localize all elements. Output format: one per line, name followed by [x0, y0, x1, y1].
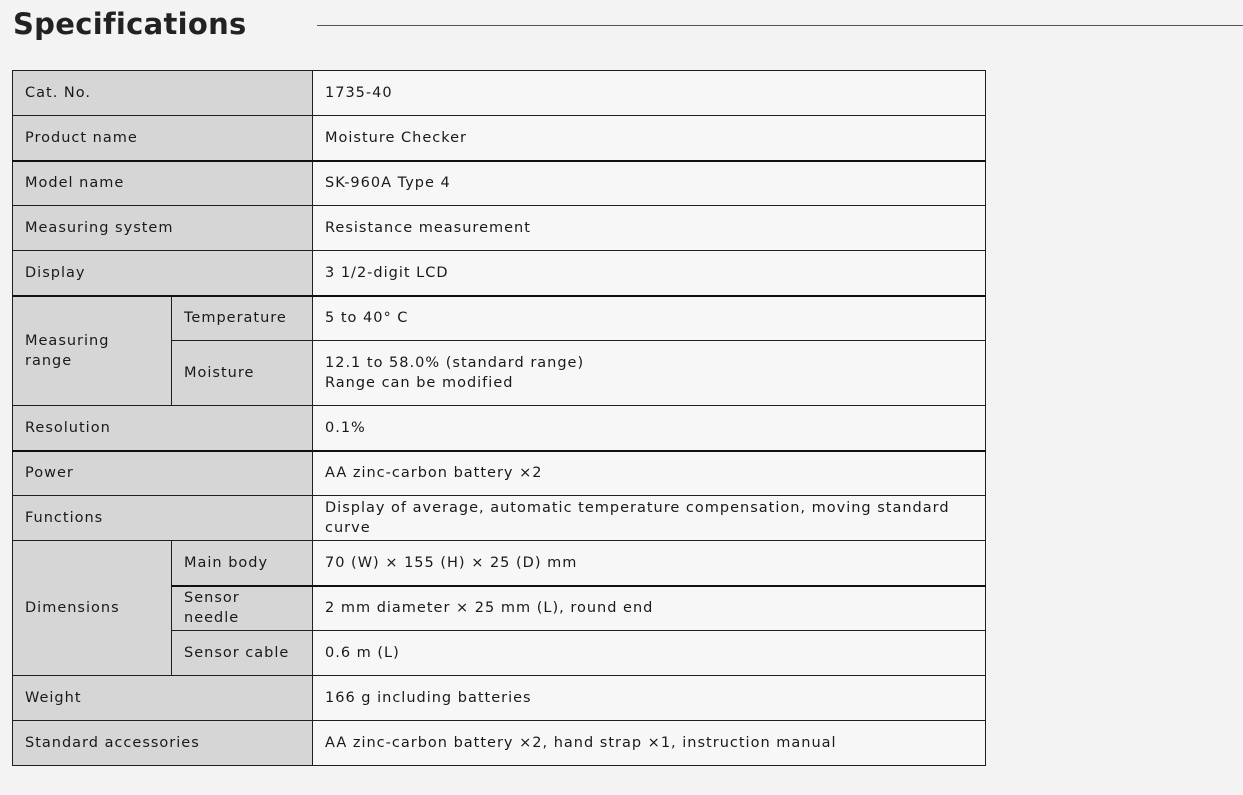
table-row — [13, 161, 986, 206]
row-sublabel-main-body: Main body — [172, 541, 313, 586]
table-row — [13, 71, 986, 116]
row-value-moisture — [313, 341, 986, 406]
row-sublabel-sensor-needle: Sensor needle — [172, 586, 313, 631]
row-value-cat-no: 1735-40 — [313, 71, 986, 116]
row-label-cat-no: Cat. No. — [13, 71, 313, 116]
row-label-product-name: Product name — [13, 116, 313, 161]
row-value-temperature: 5 to 40° C — [313, 296, 986, 341]
table-row — [13, 116, 986, 161]
table-row — [13, 676, 986, 721]
page-title: Specifications — [13, 7, 247, 41]
row-value-measuring-system: Resistance measurement — [313, 206, 986, 251]
row-label-dimensions: Dimensions — [13, 541, 172, 676]
row-label-weight: Weight — [13, 676, 313, 721]
table-row — [13, 251, 986, 296]
table-row — [13, 496, 986, 541]
row-value-weight: 166 g including batteries — [313, 676, 986, 721]
row-value-power: AA zinc-carbon battery ×2 — [313, 451, 986, 496]
row-value-functions: Display of average, automatic temperature compensation, moving standard curve — [313, 496, 986, 541]
row-value-model-name: SK-960A Type 4 — [313, 161, 986, 206]
row-value-standard-accessories: AA zinc-carbon battery ×2, hand strap ×1, instruction manual — [313, 721, 986, 766]
table-row — [13, 406, 986, 451]
row-sublabel-temperature: Temperature — [172, 296, 313, 341]
row-label-measuring-range: Measuring range — [13, 296, 172, 406]
table-row — [13, 296, 986, 341]
row-sublabel-sensor-cable: Sensor cable — [172, 631, 313, 676]
row-label-measuring-system: Measuring system — [13, 206, 313, 251]
table-row — [13, 451, 986, 496]
table-row — [13, 721, 986, 766]
row-label-standard-accessories: Standard accessories — [13, 721, 313, 766]
row-value-sensor-needle: 2 mm diameter × 25 mm (L), round end — [313, 586, 986, 631]
row-value-sensor-cable: 0.6 m (L) — [313, 631, 986, 676]
row-value-main-body: 70 (W) × 155 (H) × 25 (D) mm — [313, 541, 986, 586]
table-row — [13, 206, 986, 251]
row-value-resolution: 0.1% — [313, 406, 986, 451]
heading-divider — [317, 25, 1243, 26]
row-value-product-name: Moisture Checker — [313, 116, 986, 161]
row-label-power: Power — [13, 451, 313, 496]
row-label-model-name: Model name — [13, 161, 313, 206]
moisture-value-line-1: 12.1 to 58.0% (standard range) — [325, 355, 585, 371]
table-row — [13, 541, 986, 586]
row-label-resolution: Resolution — [13, 406, 313, 451]
row-label-display: Display — [13, 251, 313, 296]
row-sublabel-moisture: Moisture — [172, 341, 313, 406]
specifications-table — [12, 70, 986, 766]
row-value-display: 3 1/2-digit LCD — [313, 251, 986, 296]
row-label-functions: Functions — [13, 496, 313, 541]
moisture-value-line-2: Range can be modified — [325, 375, 514, 391]
